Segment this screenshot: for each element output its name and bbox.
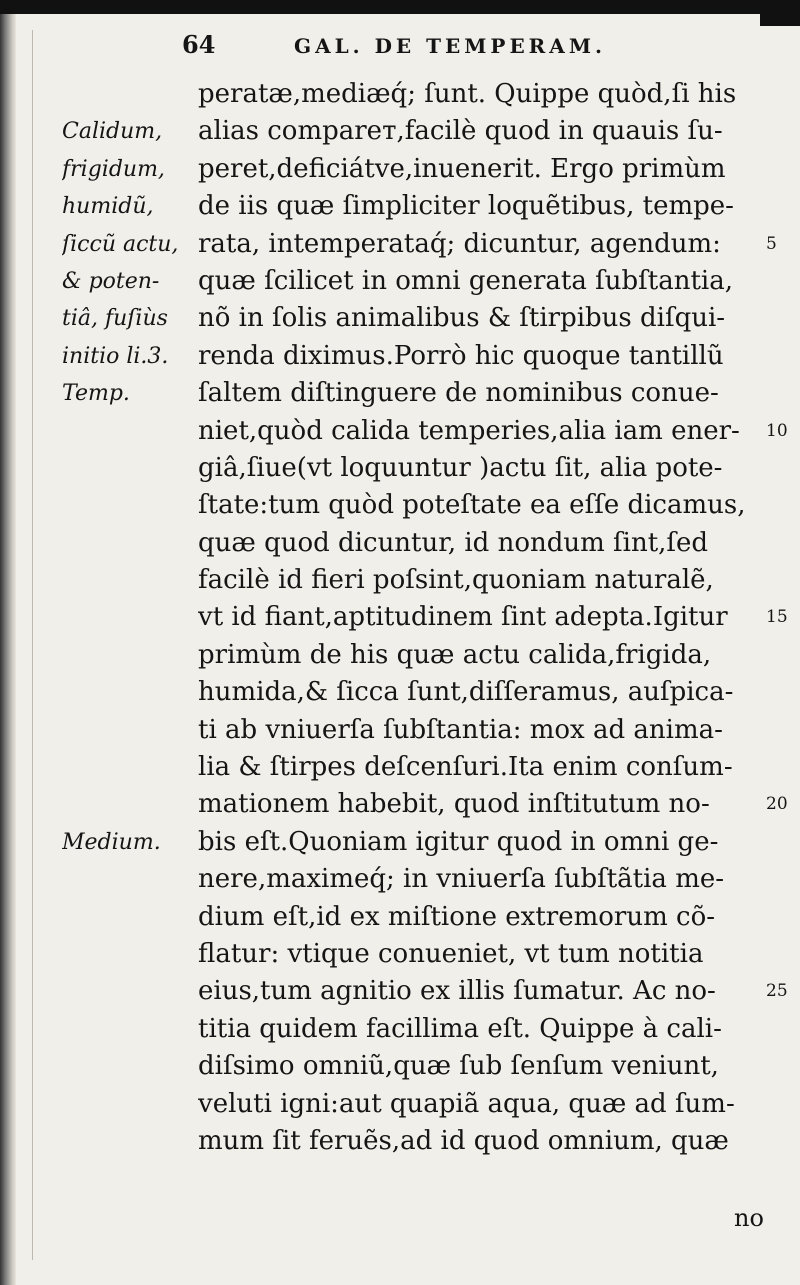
- page-header: [182, 30, 702, 66]
- line-number: 20: [766, 794, 788, 815]
- page-number: 64: [182, 30, 216, 59]
- line-number: 15: [766, 607, 788, 628]
- text-line: alias compareт,facilè quod in quauis ſu-: [198, 116, 723, 147]
- running-head: GAL. DE TEMPERAM.: [294, 34, 606, 58]
- line-number: 25: [766, 981, 788, 1002]
- text-line: dium eſt,id ex miſtione extremorum cõ-: [198, 901, 716, 932]
- text-line: peret,deficiátve,inuenerit. Ergo primùm: [198, 153, 726, 184]
- margin-note: initio li.3.: [62, 343, 169, 369]
- text-line: primùm de his quæ actu calida,frigida,: [198, 639, 712, 670]
- text-line: de iis quæ ſimpliciter loquẽtibus, tempe-: [198, 191, 734, 222]
- text-line: lia & ſtirpes deſcenſuri.Ita enim conſum-: [198, 752, 733, 783]
- text-line: nere,maximeq́; in vniuerſa ſubſtãtia me-: [198, 864, 725, 895]
- margin-notes: [62, 76, 198, 861]
- text-line: ti ab vniuerſa ſubſtantia: mox ad anima-: [198, 714, 723, 745]
- margin-note: & poten-: [62, 268, 160, 294]
- line-numbers: [766, 76, 800, 1011]
- margin-note: humidũ,: [62, 194, 154, 220]
- margin-note: frigidum,: [62, 156, 165, 182]
- text-line: vt id fiant,aptitudinem ſint adepta.Igitur: [198, 602, 728, 633]
- text-line: ſaltem diſtinguere de nominibus conue-: [198, 378, 719, 409]
- text-line: mationem habebit, quod inſtitutum no-: [198, 789, 710, 820]
- text-line: veluti igni:aut quapiã aqua, quæ ad ſum-: [198, 1088, 735, 1119]
- text-line: peratæ,mediæq́; ſunt. Quippe quòd,ſi his: [198, 79, 737, 109]
- text-line: bis eſt.Quoniam igitur quod in omni ge-: [198, 826, 719, 857]
- text-line: humida,& ſicca ſunt,diſſeramus, auſpica-: [198, 677, 734, 708]
- text-line: facilè id fieri poſsint,quoniam naturalẽ,: [198, 565, 714, 596]
- body-text: [198, 76, 768, 1160]
- margin-note-medium: Medium.: [62, 829, 161, 855]
- text-line: renda diximus.Porrò hic quoque tantillũ: [198, 340, 724, 371]
- text-line: ſtate:tum quòd poteſtate ea eſſe dicamus,: [198, 490, 746, 521]
- line-number: 5: [766, 233, 777, 254]
- line-number: 10: [766, 420, 788, 441]
- text-line: flatur: vtique conueniet, vt tum notitia: [198, 938, 704, 969]
- text-line: rata, intemperataq́; dicuntur, agendum:: [198, 228, 721, 259]
- margin-note: ſiccũ actu,: [62, 231, 179, 257]
- margin-note: Calidum,: [62, 119, 163, 145]
- catchword: no: [734, 1204, 764, 1232]
- text-line: quæ ſcilicet in omni generata ſubſtantia,: [198, 265, 734, 296]
- text-line: eius,tum agnitio ex illis ſumatur. Ac no-: [198, 976, 716, 1007]
- margin-note: Temp.: [62, 381, 130, 407]
- text-line: giâ,ſiue(vt loquuntur )actu ſit, alia pote-: [198, 452, 723, 483]
- text-line: diſsimo omniũ,quæ ſub ſenſum veniunt,: [198, 1051, 719, 1082]
- text-line: niet,quòd calida temperies,alia iam ener-: [198, 415, 740, 446]
- margin-note: tiâ, fuſiùs: [62, 306, 168, 332]
- text-line: mum ſit feruẽs,ad id quod omnium, quæ: [198, 1125, 729, 1156]
- text-line: quæ quod dicuntur, id nondum ſint,ſed: [198, 527, 709, 558]
- text-line: titia quidem facillima eſt. Quippe à cali-: [198, 1013, 722, 1044]
- text-line: nõ in ſolis animalibus & ſtirpibus diſqui-: [198, 303, 726, 334]
